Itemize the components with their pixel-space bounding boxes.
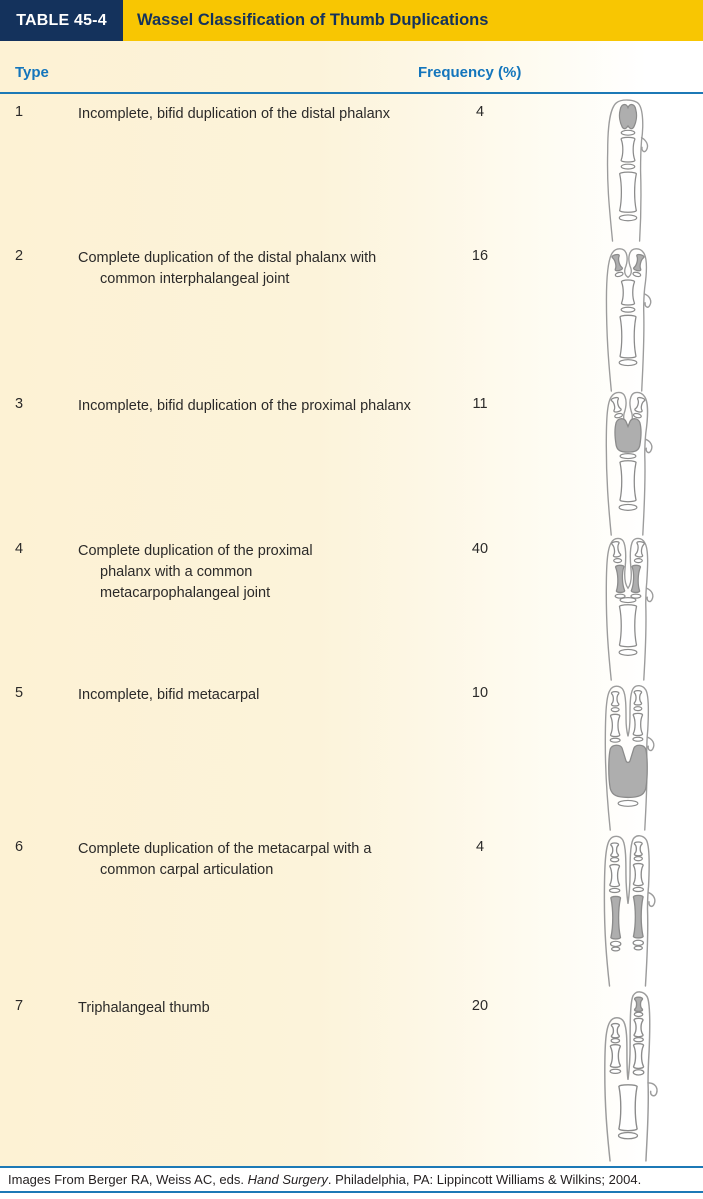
- frequency-cell: 40: [471, 541, 489, 557]
- type-number-cell: 3: [15, 396, 24, 412]
- frequency-cell: 16: [471, 248, 489, 264]
- description-cell: Complete duplication of the proximal phalanx with a common metacarpophalangeal joint: [78, 543, 313, 601]
- type7-triphalangeal-thumb-diagram: [578, 988, 678, 1162]
- column-header-type: Type: [15, 64, 49, 81]
- description-cell: Complete duplication of the distal phalanx with common interphalangeal joint: [78, 250, 377, 287]
- frequency-cell: 11: [472, 396, 488, 412]
- type-number-cell: 1: [15, 104, 24, 120]
- footer-source-note: [0, 1166, 703, 1193]
- column-header-row: [0, 41, 703, 94]
- frequency-cell: 4: [475, 839, 485, 855]
- description-cell: Incomplete, bifid duplication of the distal phalanx: [78, 106, 390, 122]
- type-number-cell: 5: [15, 685, 24, 701]
- frequency-cell: 10: [471, 685, 489, 701]
- type1-bifid-distal-phalanx-diagram: [578, 97, 678, 242]
- type6-duplicated-metacarpal-diagram: [578, 833, 678, 987]
- table-number-label: TABLE 45-4: [0, 0, 123, 41]
- type-number-cell: 7: [15, 998, 24, 1014]
- type-number-cell: 2: [15, 248, 24, 264]
- table-title: Wassel Classification of Thumb Duplications: [137, 11, 489, 29]
- frequency-cell: 4: [475, 104, 485, 120]
- type4-duplicated-proximal-phalanx-diagram: [578, 533, 678, 681]
- column-header-frequency: Frequency (%): [418, 64, 522, 81]
- description-cell: Triphalangeal thumb: [78, 1000, 210, 1016]
- source-text-prefix: Images From Berger RA, Weiss AC, eds.: [8, 1172, 248, 1187]
- source-book-title: Hand Surgery: [247, 1172, 328, 1187]
- type-number-cell: 6: [15, 839, 24, 855]
- type3-bifid-proximal-phalanx-diagram: [578, 388, 678, 536]
- frequency-cell: 20: [471, 998, 489, 1014]
- type2-duplicated-distal-phalanx-diagram: [578, 245, 678, 392]
- table-body: [0, 41, 703, 1166]
- description-cell: Incomplete, bifid duplication of the proximal phalanx: [78, 398, 411, 414]
- description-cell: Complete duplication of the metacarpal with a common carpal articulation: [78, 841, 372, 878]
- source-text-suffix: . Philadelphia, PA: Lippincott Williams & Wilkins; 2004.: [327, 1172, 642, 1187]
- type-number-cell: 4: [15, 541, 24, 557]
- table-header-bar: [0, 0, 703, 41]
- type5-bifid-metacarpal-diagram: [578, 683, 678, 831]
- description-cell: Incomplete, bifid metacarpal: [78, 687, 260, 703]
